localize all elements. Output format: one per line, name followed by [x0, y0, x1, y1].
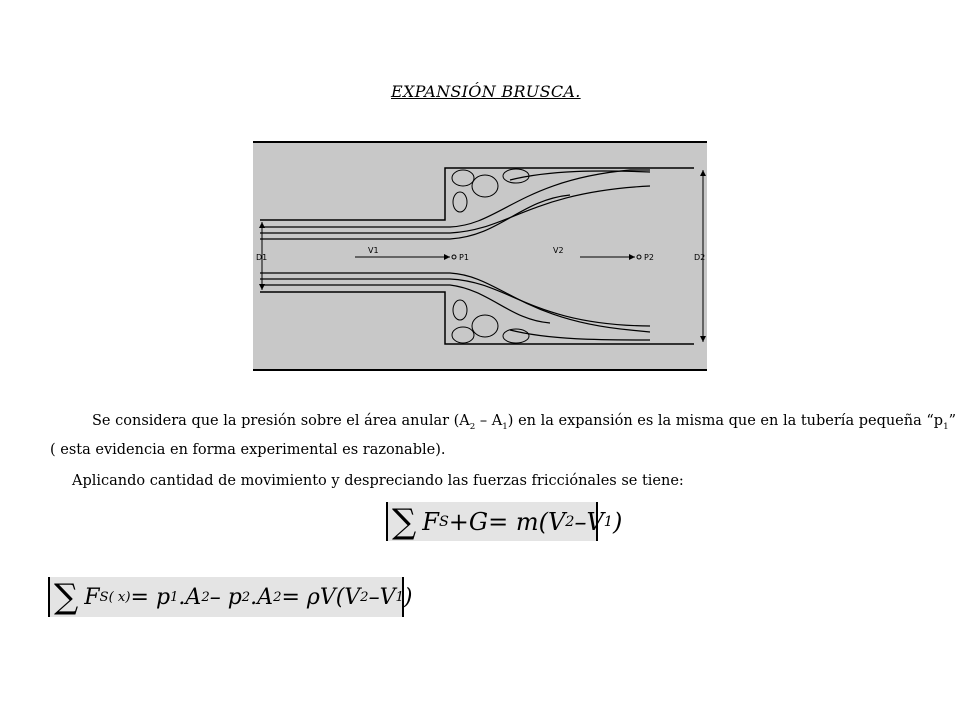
v2-label: V2: [553, 246, 564, 255]
paragraph-pressure-assumption: Se considera que la presión sobre el área anular $(A_2 - A_1)$ en la expansión es la misma que en la tubería pequeña “$p_1$”: [92, 413, 957, 432]
d1-label: D1: [256, 253, 268, 262]
p2-label: P2: [644, 253, 654, 262]
paragraph-momentum: Aplicando cantidad de movimiento y despreciando las fuerzas fricciónales se tiene:: [72, 473, 684, 489]
equation-momentum-vector: ∑ F S + G = m(V 2 –V 1 ): [386, 502, 598, 541]
p1-label: P1: [459, 253, 469, 262]
v1-label: V1: [368, 246, 379, 255]
d2-label: D2: [694, 253, 706, 262]
sudden-expansion-diagram: [250, 140, 710, 372]
page-title: EXPANSIÓN BRUSCA.: [391, 82, 581, 101]
paragraph-evidence: ( esta evidencia en forma experimental es razonable).: [50, 442, 446, 458]
equation-momentum-scalar: ∑ F S( x) = p 1 .A 2 – p 2 .A 2 = ρV(V 2 –V 1 ): [48, 577, 404, 617]
